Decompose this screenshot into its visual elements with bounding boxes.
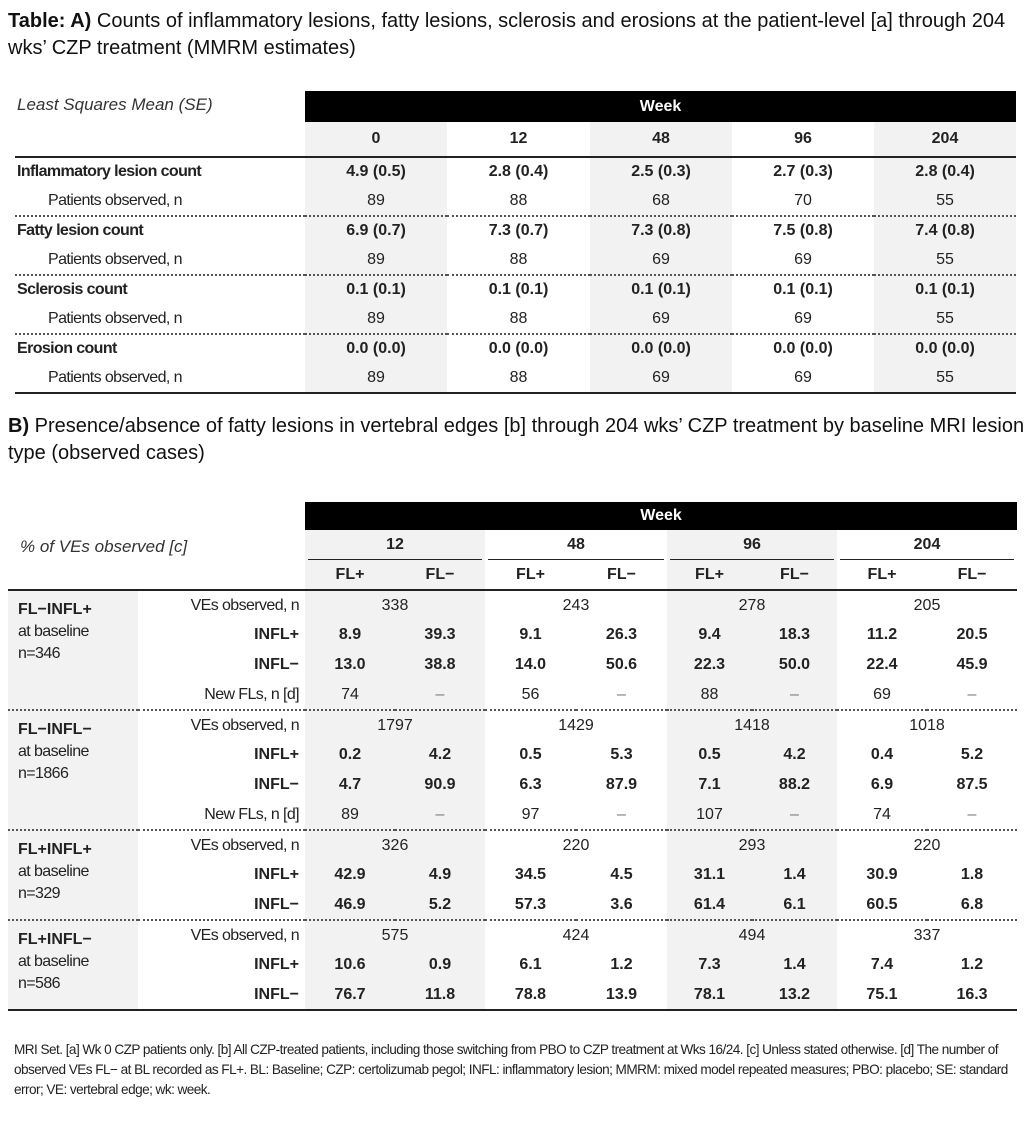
header-row [8, 502, 1017, 530]
patients-observed-value: 68 [590, 187, 732, 217]
group-n: n=1866 [18, 765, 69, 782]
percent-value: 1.8 [960, 866, 984, 883]
ves-observed-value: 1418 [667, 710, 837, 740]
percent-value: 20.5 [956, 626, 988, 643]
week-label: 204 [840, 531, 1014, 560]
table-b-title-text: Presence/absence of fatty lesions in vertebral edges [b] through 204 wks’ CZP treatment by baseline MRI lesion type (observed cases) [8, 415, 1025, 464]
infl-plus-label: INFL+ [254, 746, 299, 763]
percent-value: 13.9 [576, 980, 667, 1010]
patients-observed-value: 69 [590, 246, 732, 276]
group-name: FL−INFL− [18, 721, 92, 738]
group-n: n=329 [18, 885, 60, 902]
percent-value: 11.8 [395, 980, 485, 1010]
group-sub: at baseline [18, 863, 89, 880]
lsm-value: 7.3 (0.7) [488, 222, 549, 240]
lsm-value: 7.5 (0.8) [773, 222, 833, 240]
patients-observed-value: 88 [447, 305, 590, 335]
percent-value: 1.2 [960, 956, 984, 973]
fl-plus-header: FL+ [837, 560, 927, 590]
table-row [8, 590, 1017, 620]
week-204-header [837, 530, 1017, 560]
table-a [15, 91, 1016, 394]
percent-value: 39.3 [395, 620, 485, 650]
ves-observed-value: 220 [562, 836, 590, 854]
ves-observed-value: 337 [913, 926, 941, 944]
week-header: Week [305, 502, 1017, 530]
new-fls-value: 69 [837, 680, 927, 710]
percent-value: 6.1 [752, 890, 837, 920]
ves-observed-value: 243 [562, 596, 590, 614]
ves-observed-value: 278 [667, 590, 837, 620]
lsm-value: 2.8 (0.4) [874, 157, 1016, 187]
not-applicable-dash: – [752, 680, 837, 710]
patients-observed-value: 69 [732, 246, 874, 276]
fl-row [8, 560, 1017, 590]
lsm-value: 2.5 (0.3) [590, 157, 732, 187]
new-fls-value: 74 [837, 800, 927, 830]
group-sub: at baseline [18, 623, 89, 640]
table-row [15, 275, 1016, 305]
percent-value: 9.1 [519, 626, 542, 643]
fl-plus-header: FL+ [485, 560, 576, 590]
patients-observed-value: 70 [732, 187, 874, 217]
empty-header [8, 560, 305, 590]
week-label: 48 [488, 531, 664, 560]
lsm-value: 2.8 (0.4) [488, 163, 549, 181]
table-row [15, 216, 1016, 246]
ves-observed-value: 1018 [909, 716, 945, 734]
table-row [15, 246, 1016, 276]
percent-value: 1.4 [752, 860, 837, 890]
table-row [8, 770, 1017, 800]
lsm-value: 7.4 (0.8) [874, 216, 1016, 246]
ves-observed-value: 575 [305, 920, 485, 950]
table-a-title-prefix: Table: A) [8, 10, 92, 32]
percent-value: 0.4 [870, 746, 894, 763]
lsm-value: 0.0 (0.0) [488, 340, 549, 358]
fl-minus-header: FL− [395, 560, 485, 590]
percent-value: 22.4 [866, 656, 898, 673]
row-label: Inflammatory lesion count [17, 163, 202, 181]
patients-observed-value: 89 [305, 305, 447, 335]
patients-observed-value: 55 [874, 187, 1016, 217]
percent-value: 16.3 [927, 980, 1017, 1010]
ves-observed-label: VEs observed, n [190, 836, 299, 854]
not-applicable-dash: – [395, 800, 485, 830]
percent-value: 7.3 [667, 950, 752, 980]
percent-value: 61.4 [667, 890, 752, 920]
percent-value: 46.9 [305, 890, 395, 920]
new-fls-value: 89 [305, 800, 395, 830]
percent-value: 60.5 [837, 890, 927, 920]
new-fls-value: 88 [667, 680, 752, 710]
baseline-group-label [8, 710, 138, 830]
table-row [8, 800, 1017, 830]
ves-observed-label: VEs observed, n [190, 596, 299, 614]
percent-value: 50.0 [752, 650, 837, 680]
percent-value: 22.3 [667, 650, 752, 680]
week-204-header: 204 [874, 122, 1016, 157]
percent-value: 5.2 [960, 746, 984, 763]
lsm-value: 0.0 (0.0) [874, 334, 1016, 364]
percent-value: 3.6 [576, 890, 667, 920]
week-label: 12 [308, 531, 482, 560]
new-fls-label: New FLs, n [d] [138, 680, 305, 710]
patients-observed-label: Patients observed, n [15, 305, 305, 335]
percent-value: 0.9 [395, 950, 485, 980]
patients-observed-value: 89 [305, 364, 447, 394]
percent-value: 6.9 [870, 776, 894, 793]
new-fls-value: 56 [485, 680, 576, 710]
percent-value: 9.4 [667, 620, 752, 650]
percent-value: 7.1 [667, 770, 752, 800]
new-fls-value: 107 [667, 800, 752, 830]
percent-value: 4.7 [305, 770, 395, 800]
ves-observed-label: VEs observed, n [190, 716, 299, 734]
lsm-value: 0.0 (0.0) [305, 334, 447, 364]
table-row [15, 187, 1016, 217]
table-row [8, 920, 1017, 950]
baseline-group-label [8, 920, 138, 1010]
table-row [8, 890, 1017, 920]
percent-value: 78.8 [485, 980, 576, 1010]
patients-observed-value: 55 [874, 246, 1016, 276]
week-96-header [667, 530, 837, 560]
table-row [15, 157, 1016, 187]
table-row [8, 620, 1017, 650]
fl-minus-header: FL− [927, 560, 1017, 590]
lsm-value: 0.1 (0.1) [590, 275, 732, 305]
infl-minus-label: INFL− [254, 776, 299, 793]
percent-value: 75.1 [837, 980, 927, 1010]
not-applicable-dash: – [576, 800, 667, 830]
new-fls-value: 74 [305, 680, 395, 710]
group-n: n=586 [18, 975, 60, 992]
percent-value: 42.9 [305, 860, 395, 890]
table-b [8, 502, 1017, 1011]
ves-observed-value: 326 [305, 830, 485, 860]
baseline-group-label [8, 830, 138, 920]
table-row [8, 650, 1017, 680]
patients-observed-value: 69 [590, 305, 732, 335]
ves-observed-value: 338 [305, 590, 485, 620]
row-label: Sclerosis count [17, 281, 128, 299]
infl-minus-label: INFL− [254, 656, 299, 673]
infl-minus-label: INFL− [138, 890, 305, 920]
percent-value: 50.6 [605, 656, 638, 673]
table-row [8, 680, 1017, 710]
group-sub: at baseline [18, 953, 89, 970]
percent-value: 0.5 [519, 746, 542, 763]
table-row [8, 860, 1017, 890]
lsm-value: 2.7 (0.3) [773, 163, 833, 181]
table-row [15, 364, 1016, 394]
percent-value: 4.2 [752, 740, 837, 770]
percent-value: 8.9 [305, 620, 395, 650]
patients-observed-value: 89 [305, 246, 447, 276]
fl-plus-header: FL+ [305, 560, 395, 590]
percent-value: 1.2 [610, 956, 633, 973]
table-row [8, 740, 1017, 770]
lsm-value: 0.1 (0.1) [874, 275, 1016, 305]
patients-observed-value: 88 [447, 364, 590, 394]
header-label: Least Squares Mean (SE) [15, 91, 305, 157]
infl-plus-label: INFL+ [254, 626, 299, 643]
week-header: Week [305, 91, 1016, 122]
group-n: n=346 [18, 645, 60, 662]
percent-value: 6.8 [927, 890, 1017, 920]
percent-value: 0.5 [667, 740, 752, 770]
ves-observed-value: 220 [913, 836, 941, 854]
percent-value: 5.3 [610, 746, 633, 763]
week-label: 96 [670, 531, 834, 560]
week-96-header: 96 [732, 122, 874, 157]
percent-value: 4.5 [610, 866, 633, 883]
group-name: FL−INFL+ [18, 601, 92, 618]
fl-plus-header: FL+ [667, 560, 752, 590]
lsm-value: 0.1 (0.1) [305, 275, 447, 305]
percent-value: 57.3 [485, 890, 576, 920]
week-48-header [485, 530, 667, 560]
group-name: FL+INFL+ [18, 841, 92, 858]
ves-observed-value: 205 [913, 596, 941, 614]
ves-observed-label: VEs observed, n [190, 926, 299, 944]
table-a-title [8, 8, 1028, 62]
lsm-value: 0.0 (0.0) [590, 334, 732, 364]
percent-value: 18.3 [752, 620, 837, 650]
header-row [15, 91, 1016, 122]
group-name: FL+INFL− [18, 931, 92, 948]
not-applicable-dash: – [395, 680, 485, 710]
week-0-header: 0 [305, 122, 447, 157]
week-12-header [305, 530, 485, 560]
percent-value: 11.2 [866, 626, 898, 643]
not-applicable-dash: – [927, 800, 1017, 830]
patients-observed-value: 69 [732, 364, 874, 394]
ves-observed-value: 293 [667, 830, 837, 860]
table-b-title [8, 413, 1028, 467]
patients-observed-value: 88 [447, 187, 590, 217]
percent-value: 4.2 [395, 740, 485, 770]
lsm-value: 0.1 (0.1) [773, 281, 833, 299]
percent-value: 45.9 [956, 656, 988, 673]
row-label: Fatty lesion count [17, 222, 144, 240]
table-b-title-prefix: B) [8, 415, 30, 437]
ves-observed-value: 1429 [558, 716, 594, 734]
table-row [15, 334, 1016, 364]
ves-observed-value: 1797 [305, 710, 485, 740]
patients-observed-label: Patients observed, n [15, 364, 305, 394]
percent-value: 31.1 [667, 860, 752, 890]
patients-observed-value: 69 [732, 305, 874, 335]
patients-observed-value: 89 [305, 187, 447, 217]
baseline-group-label [8, 590, 138, 710]
not-applicable-dash: – [752, 800, 837, 830]
percent-value: 7.4 [870, 956, 894, 973]
ves-observed-value: 424 [562, 926, 590, 944]
lsm-value: 6.9 (0.7) [305, 216, 447, 246]
ves-observed-value: 494 [667, 920, 837, 950]
lsm-value: 7.3 (0.8) [590, 216, 732, 246]
percent-value: 30.9 [866, 866, 898, 883]
group-sub: at baseline [18, 743, 89, 760]
week-48-header: 48 [590, 122, 732, 157]
percent-value: 6.3 [519, 776, 542, 793]
table-row [8, 950, 1017, 980]
percent-value: 26.3 [605, 626, 638, 643]
lsm-value: 4.9 (0.5) [305, 157, 447, 187]
infl-plus-label: INFL+ [254, 956, 299, 973]
percent-value: 6.1 [519, 956, 542, 973]
patients-observed-label: Patients observed, n [15, 187, 305, 217]
patients-observed-value: 55 [874, 364, 1016, 394]
percent-value: 78.1 [667, 980, 752, 1010]
lsm-value: 0.1 (0.1) [488, 281, 549, 299]
patients-observed-value: 88 [447, 246, 590, 276]
percent-value: 14.0 [514, 656, 547, 673]
lsm-value: 0.0 (0.0) [773, 340, 833, 358]
fl-minus-header: FL− [576, 560, 667, 590]
percent-value: 34.5 [514, 866, 547, 883]
week-12-header: 12 [447, 122, 590, 157]
infl-minus-label: INFL− [138, 980, 305, 1010]
table-a-title-text: Counts of inflammatory lesions, fatty lesions, sclerosis and erosions at the patient-level [a] through 204 wks’ CZP treatment (MMRM estimates) [8, 10, 1006, 59]
patients-observed-value: 55 [874, 305, 1016, 335]
percent-value: 87.9 [605, 776, 638, 793]
table-row [8, 830, 1017, 860]
new-fls-label: New FLs, n [d] [138, 800, 305, 830]
percent-value: 90.9 [395, 770, 485, 800]
percent-value: 88.2 [752, 770, 837, 800]
row-label: Erosion count [17, 340, 117, 358]
percent-value: 38.8 [395, 650, 485, 680]
patients-observed-label: Patients observed, n [15, 246, 305, 276]
percent-value: 76.7 [305, 980, 395, 1010]
infl-plus-label: INFL+ [254, 866, 299, 883]
table-row [8, 710, 1017, 740]
percent-value: 13.2 [752, 980, 837, 1010]
patients-observed-value: 69 [590, 364, 732, 394]
percent-value: 87.5 [956, 776, 988, 793]
percent-value: 0.2 [305, 740, 395, 770]
not-applicable-dash: – [927, 680, 1017, 710]
header-label: % of VEs observed [c] [20, 537, 188, 556]
new-fls-value: 97 [485, 800, 576, 830]
percent-value: 5.2 [395, 890, 485, 920]
percent-value: 10.6 [305, 950, 395, 980]
footnote: MRI Set. [a] Wk 0 CZP patients only. [b] All CZP-treated patients, including those switching from PBO to CZP treatment at Wks 16/24. [c] Unless stated otherwise. [d] The number of observed VEs FL− at BL recorded as FL+. BL: Baseline; CZP: certolizumab pegol; INFL: inflammatory lesion; MMRM: mixed model repeated measures; PBO: placebo; SE: standard error; VE: vertebral edge; wk: week. [14, 1042, 1008, 1097]
fl-minus-header: FL− [752, 560, 837, 590]
table-row [15, 305, 1016, 335]
not-applicable-dash: – [576, 680, 667, 710]
table-row [8, 980, 1017, 1010]
percent-value: 4.9 [395, 860, 485, 890]
percent-value: 1.4 [752, 950, 837, 980]
percent-value: 13.0 [305, 650, 395, 680]
